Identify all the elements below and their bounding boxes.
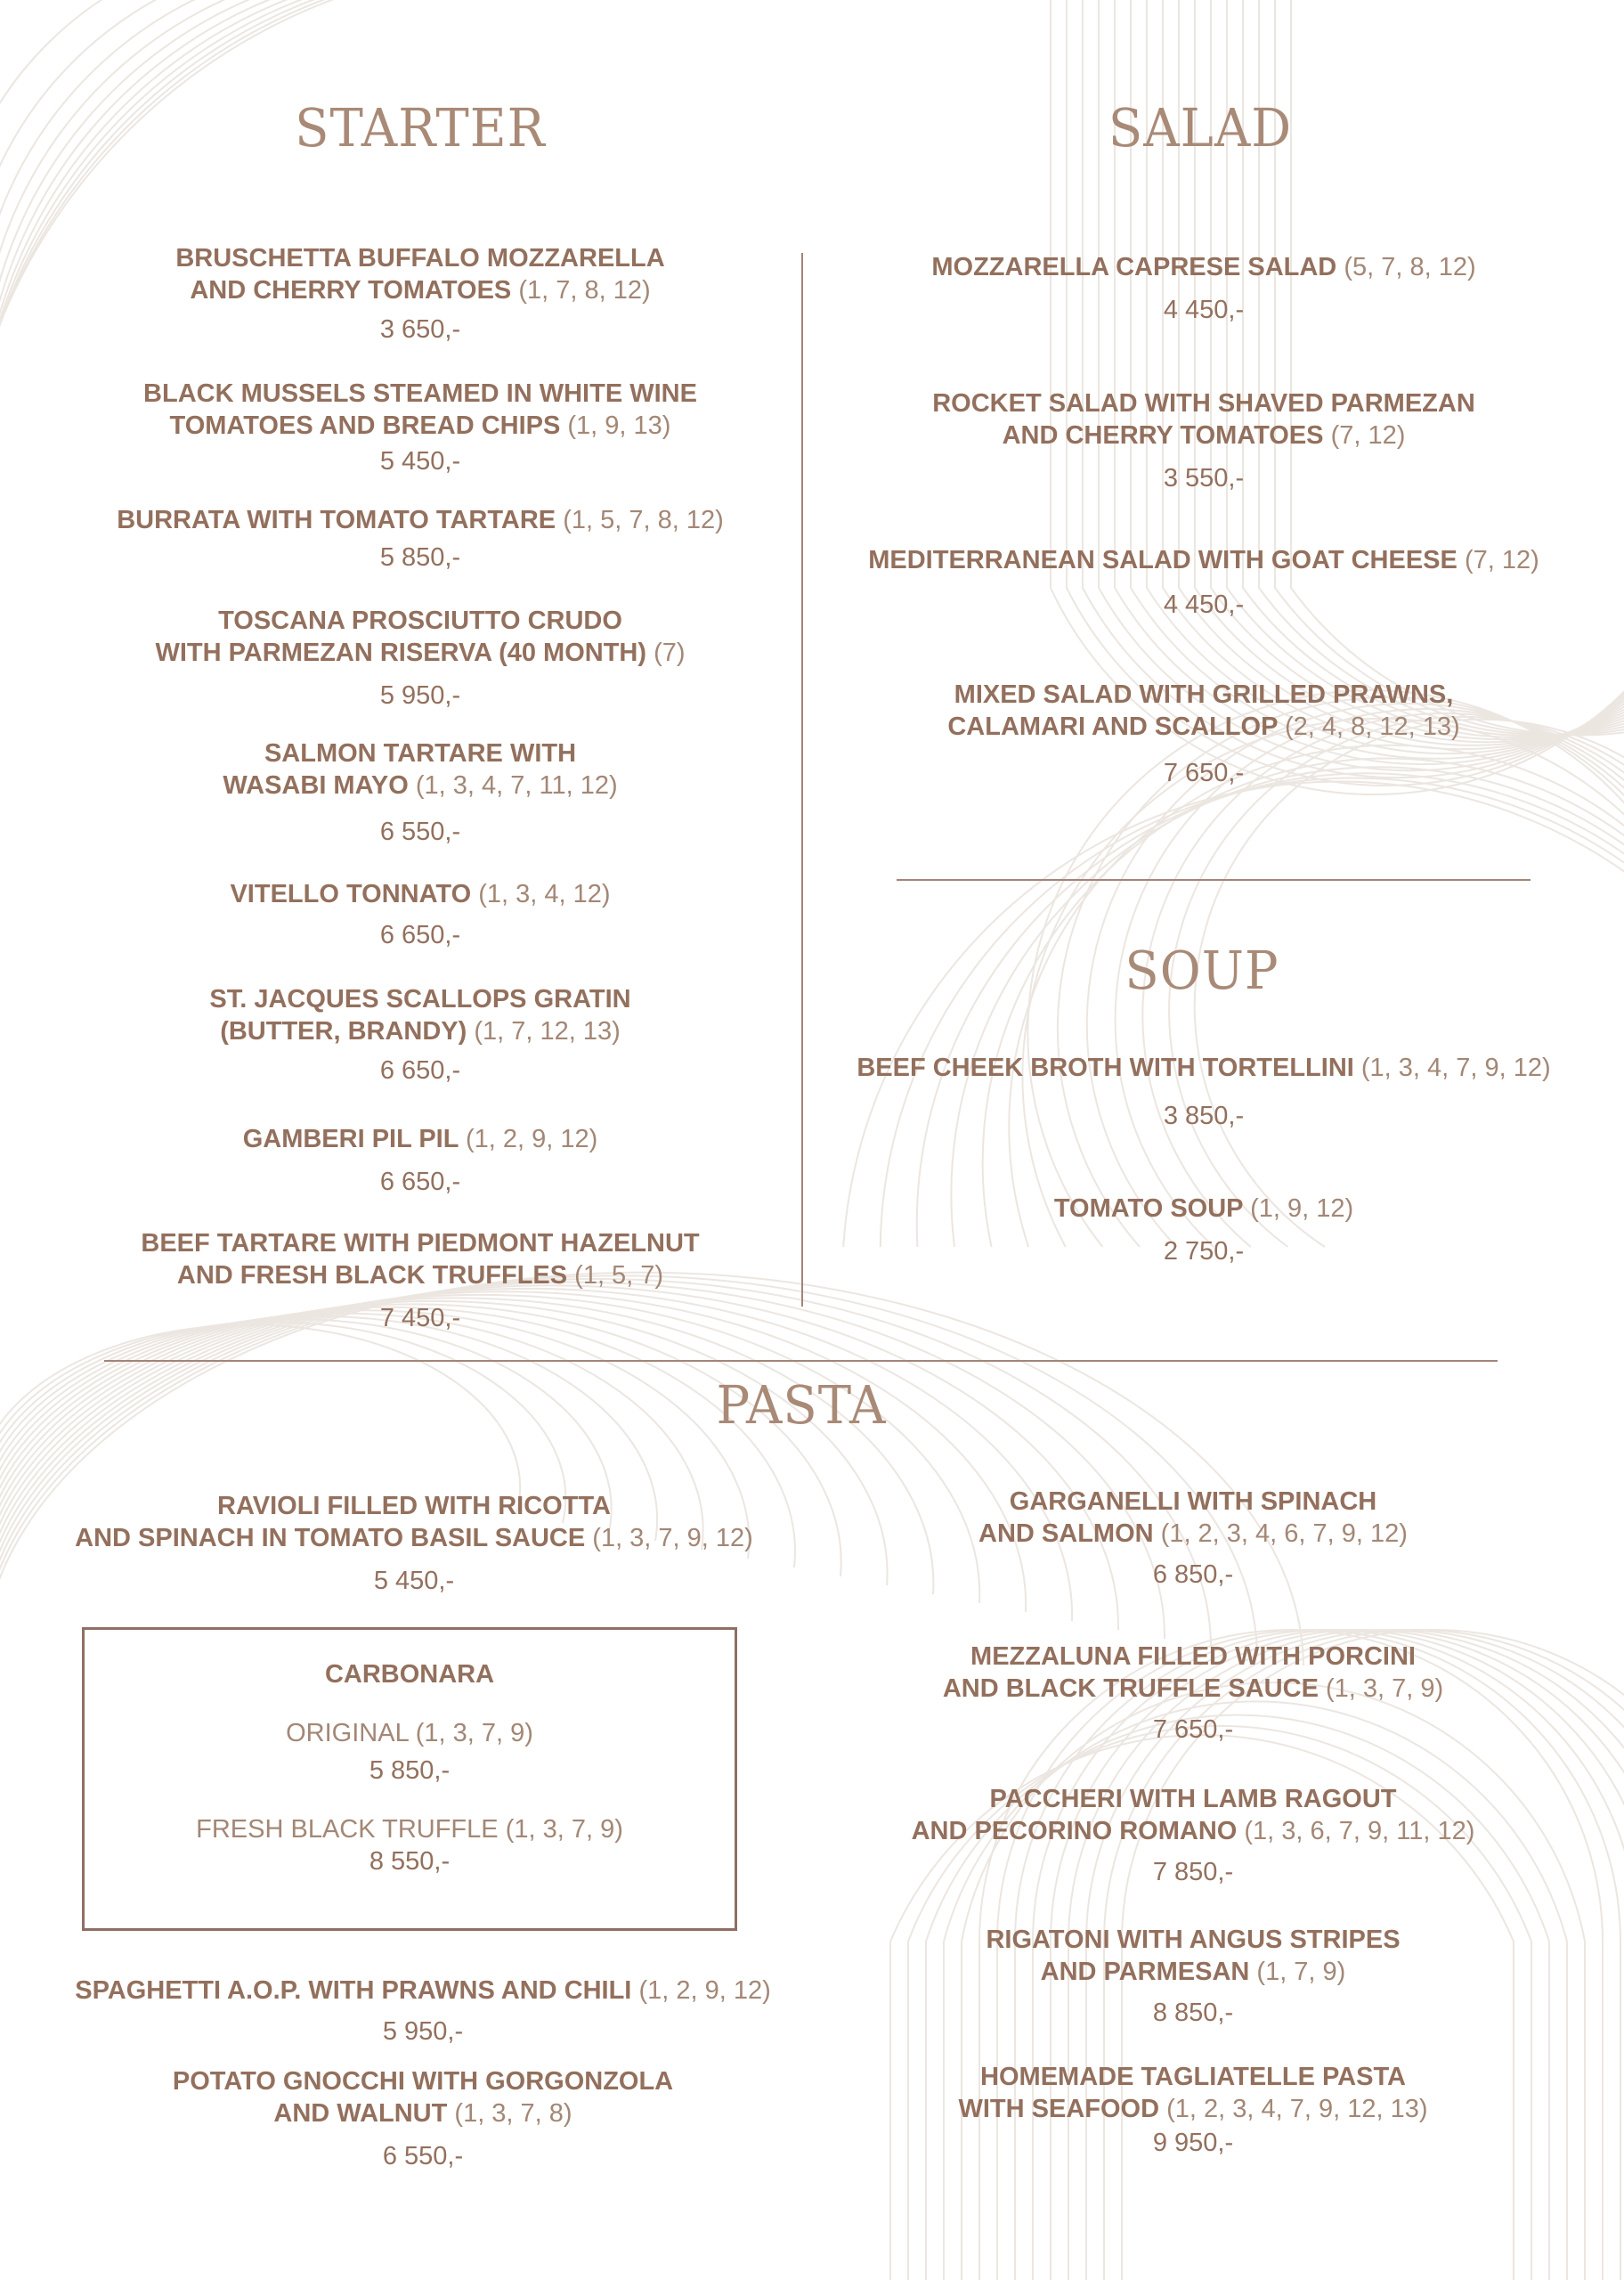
- item-price: 6 550,-: [379, 818, 461, 846]
- item-price: 5 850,-: [379, 543, 461, 572]
- item-price: 4 450,-: [1163, 296, 1245, 324]
- item-price: 6 650,-: [379, 1168, 461, 1196]
- menu-item: [89, 983, 751, 1087]
- item-name: AND WALNUT: [273, 2099, 448, 2128]
- item-allergens: (1, 9, 12): [1250, 1194, 1354, 1223]
- section-divider: [104, 1360, 1498, 1362]
- item-price: 5 450,-: [379, 447, 461, 476]
- item-name: MEDITERRANEAN SALAD WITH GOAT CHEESE: [868, 546, 1458, 574]
- item-allergens: (1, 3, 6, 7, 9, 11, 12): [1244, 1817, 1475, 1845]
- item-name: TOMATOES AND BREAD CHIPS: [169, 411, 561, 440]
- item-price: 7 650,-: [1152, 1715, 1234, 1744]
- item-name: ST. JACQUES SCALLOPS GRATIN: [209, 985, 631, 1014]
- item-allergens: (1, 2, 3, 4, 6, 7, 9, 12): [1160, 1519, 1408, 1548]
- item-name: BLACK MUSSELS STEAMED IN WHITE WINE: [143, 379, 697, 408]
- menu-item: [837, 679, 1571, 789]
- item-allergens: (1, 5, 7): [574, 1261, 664, 1290]
- item-price: 5 450,-: [373, 1567, 455, 1595]
- item-name: GAMBERI PIL PIL: [242, 1125, 459, 1153]
- item-name: CARBONARA: [324, 1660, 495, 1689]
- variant-name: ORIGINAL: [286, 1719, 409, 1747]
- item-name: PACCHERI WITH LAMB RAGOUT: [989, 1785, 1397, 1813]
- item-allergens: (7): [654, 639, 686, 667]
- item-price: 8 550,-: [369, 1847, 451, 1876]
- menu-item: [837, 544, 1571, 621]
- item-name: POTATO GNOCCHI WITH GORGONZOLA: [172, 2067, 674, 2096]
- item-price: 5 950,-: [379, 681, 461, 710]
- item-price: 3 550,-: [1163, 464, 1245, 493]
- item-price: 7 850,-: [1152, 1858, 1234, 1886]
- item-price: 2 750,-: [1163, 1237, 1245, 1266]
- item-name: BEEF TARTARE WITH PIEDMONT HAZELNUT: [141, 1229, 700, 1258]
- heading-starter: STARTER: [295, 98, 546, 159]
- menu-item: [36, 1975, 810, 2048]
- carbonara-item: [82, 1658, 737, 1877]
- item-name: HOMEMADE TAGLIATELLE PASTA: [980, 2063, 1406, 2091]
- item-name: CALAMARI AND SCALLOP: [947, 712, 1278, 741]
- salad-soup-divider: [897, 879, 1531, 881]
- item-name: ROCKET SALAD WITH SHAVED PARMEZAN: [932, 389, 1475, 418]
- item-name: TOMATO SOUP: [1053, 1194, 1244, 1223]
- item-price: 8 850,-: [1152, 1999, 1234, 2027]
- item-price: 6 850,-: [1152, 1560, 1234, 1589]
- item-name: BEEF CHEEK BROTH WITH TORTELLINI: [857, 1054, 1354, 1082]
- menu-item: [89, 878, 751, 951]
- menu-item: [837, 1052, 1571, 1132]
- menu-item: [89, 605, 751, 712]
- menu-item: [89, 1227, 751, 1334]
- item-allergens: (1, 3, 7, 9): [415, 1719, 533, 1747]
- menu-item: [89, 378, 751, 477]
- menu-item: [89, 504, 751, 574]
- item-price: 5 950,-: [382, 2017, 464, 2046]
- item-name: VITELLO TONNATO: [230, 880, 472, 908]
- item-name: GARGANELLI WITH SPINACH: [1009, 1487, 1377, 1516]
- menu-item: [36, 1490, 792, 1597]
- item-price: 7 450,-: [379, 1304, 461, 1332]
- item-allergens: (1, 3, 7, 9, 12): [592, 1524, 753, 1552]
- item-name: BURRATA WITH TOMATO TARTARE: [117, 506, 556, 534]
- item-price: 3 850,-: [1163, 1102, 1245, 1130]
- item-name: RAVIOLI FILLED WITH RICOTTA: [217, 1492, 611, 1520]
- item-name: RIGATONI WITH ANGUS STRIPES: [986, 1926, 1401, 1954]
- heading-salad: SALAD: [1108, 98, 1293, 159]
- menu-item: [89, 1123, 751, 1198]
- item-name: MEZZALUNA FILLED WITH PORCINI: [970, 1642, 1416, 1671]
- item-name: AND PECORINO ROMANO: [911, 1817, 1238, 1845]
- menu-item: [89, 242, 751, 346]
- item-allergens: (1, 3, 4, 12): [478, 880, 611, 908]
- heading-soup: SOUP: [1125, 940, 1279, 1002]
- item-allergens: (1, 7, 9): [1256, 1958, 1346, 1986]
- item-name: WITH SEAFOOD: [958, 2095, 1160, 2123]
- menu-item: [837, 251, 1571, 326]
- column-divider: [801, 253, 803, 1307]
- item-price: 4 450,-: [1163, 590, 1245, 619]
- item-name: BRUSCHETTA BUFFALO MOZZARELLA: [175, 244, 665, 273]
- item-price: 7 650,-: [1163, 759, 1245, 787]
- item-allergens: (1, 3, 7, 8): [454, 2099, 572, 2128]
- item-allergens: (1, 3, 4, 7, 9, 12): [1360, 1054, 1551, 1082]
- menu-item: [89, 737, 751, 848]
- item-price: 9 950,-: [1152, 2129, 1234, 2157]
- item-allergens: (1, 7, 12, 13): [474, 1017, 621, 1046]
- item-name: AND SPINACH IN TOMATO BASIL SAUCE: [75, 1524, 586, 1552]
- item-allergens: (1, 9, 13): [567, 411, 671, 440]
- item-name: SALMON TARTARE WITH: [264, 739, 577, 768]
- item-price: 6 650,-: [379, 1056, 461, 1085]
- item-name: SPAGHETTI A.O.P. WITH PRAWNS AND CHILI: [75, 1976, 632, 2005]
- menu-item: [828, 1486, 1558, 1591]
- item-name: AND CHERRY TOMATOES: [1002, 421, 1324, 450]
- menu-item: [828, 1783, 1558, 1888]
- item-price: 6 550,-: [382, 2142, 464, 2170]
- menu-item: [53, 2065, 792, 2172]
- item-price: 6 650,-: [379, 921, 461, 949]
- item-name: MOZZARELLA CAPRESE SALAD: [931, 253, 1337, 281]
- item-allergens: (7, 12): [1464, 546, 1539, 574]
- menu-item: [837, 1193, 1571, 1267]
- item-allergens: (1, 3, 7, 9): [505, 1815, 623, 1844]
- item-name: (BUTTER, BRANDY): [220, 1017, 467, 1046]
- item-allergens: (1, 5, 7, 8, 12): [563, 506, 724, 534]
- item-name: AND BLACK TRUFFLE SAUCE: [942, 1674, 1319, 1703]
- menu-item: [828, 2061, 1558, 2159]
- item-allergens: (1, 2, 9, 12): [466, 1125, 598, 1153]
- item-name: WASABI MAYO: [223, 771, 409, 800]
- item-price: 3 650,-: [379, 315, 461, 344]
- item-name: AND FRESH BLACK TRUFFLES: [176, 1261, 568, 1290]
- item-allergens: (1, 2, 9, 12): [638, 1976, 771, 2005]
- item-allergens: (1, 7, 8, 12): [518, 276, 651, 305]
- item-name: AND SALMON: [978, 1519, 1154, 1548]
- item-allergens: (5, 7, 8, 12): [1344, 253, 1476, 281]
- item-name: AND PARMESAN: [1040, 1958, 1250, 1986]
- variant-name: FRESH BLACK TRUFFLE: [196, 1815, 499, 1844]
- item-allergens: (1, 2, 3, 4, 7, 9, 12, 13): [1166, 2095, 1428, 2123]
- item-allergens: (2, 4, 8, 12, 13): [1284, 712, 1460, 741]
- heading-pasta: PASTA: [716, 1375, 887, 1437]
- menu-item: [837, 387, 1571, 494]
- item-allergens: (1, 3, 7, 9): [1325, 1674, 1444, 1703]
- item-name: MIXED SALAD WITH GRILLED PRAWNS,: [954, 680, 1454, 709]
- item-price: 5 850,-: [369, 1756, 451, 1785]
- menu-item: [828, 1924, 1558, 2029]
- item-name: WITH PARMEZAN RISERVA (40 MONTH): [155, 639, 647, 667]
- item-name: AND CHERRY TOMATOES: [190, 276, 512, 305]
- item-allergens: (7, 12): [1330, 421, 1406, 450]
- menu-item: [828, 1641, 1558, 1746]
- item-allergens: (1, 3, 4, 7, 11, 12): [415, 771, 618, 800]
- item-name: TOSCANA PROSCIUTTO CRUDO: [218, 607, 622, 635]
